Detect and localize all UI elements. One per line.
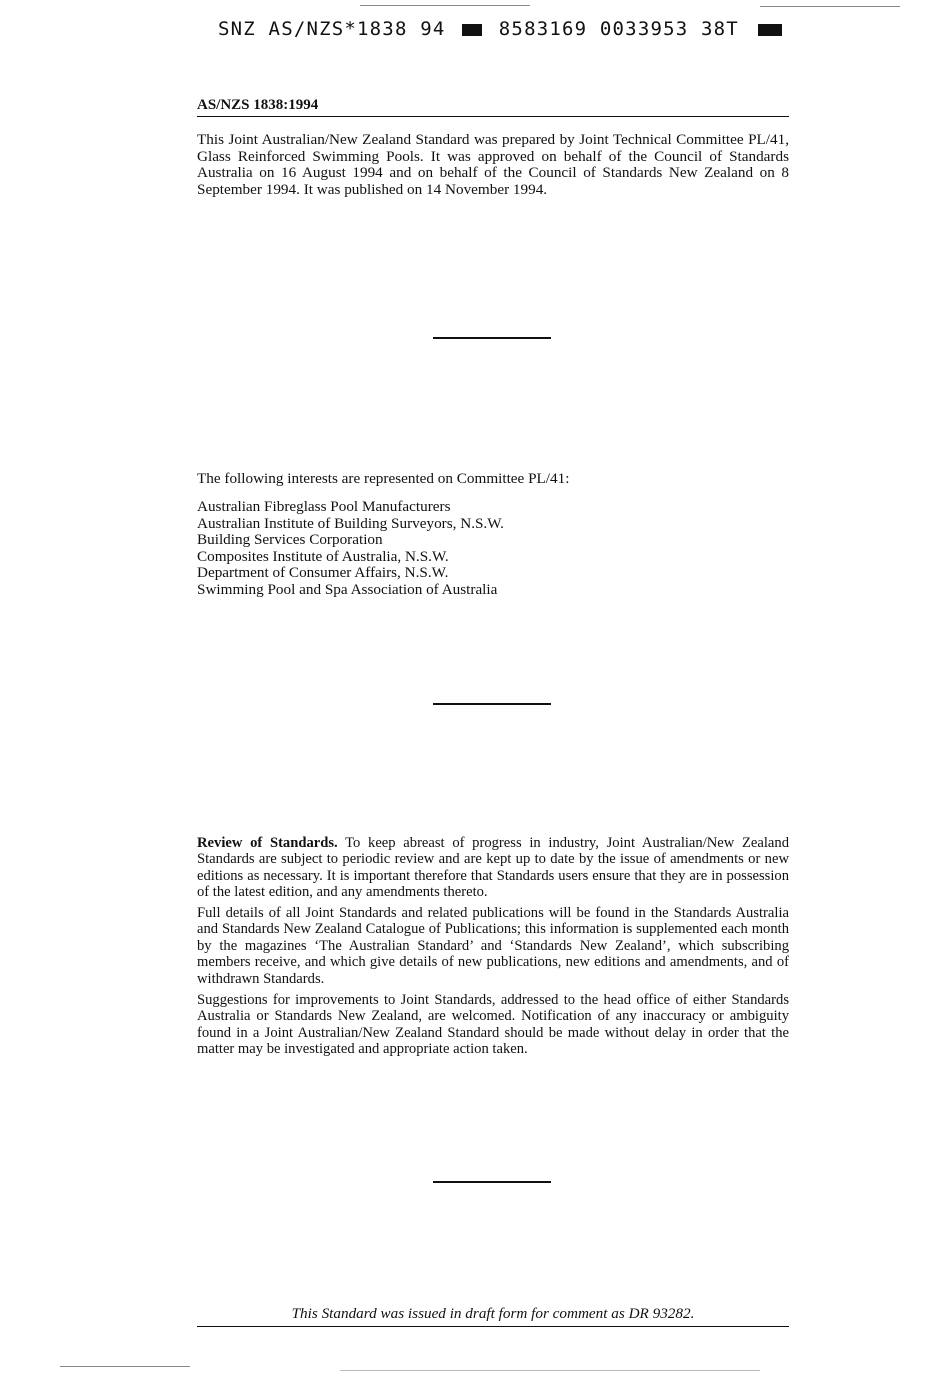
list-item: Building Services Corporation (197, 531, 383, 549)
intro-paragraph: This Joint Australian/New Zealand Standard was prepared by Joint Technical Committee PL/41, Glass Reinforced Swimming Pools. It was approved on behalf of the Council of Standards Australia on 16 August 1994 and on behalf of the Council of Standards New Zealand on 8 September 1994. It was published on 14 November 1994. (197, 131, 789, 198)
footer-rule (197, 1326, 789, 1327)
review-text-1: To keep abreast of progress in industry, Joint Australian/New Zealand Standards are subject to periodic review and are kept up to date by the issue of amendments or new editions as necessary. It is important therefore that Standards users ensure that they are in possession of the latest edition, and any amendments thereto. (197, 835, 790, 901)
review-paragraph-2: Full details of all Joint Standards and related publications will be found in the Standards Australia and Standards New Zealand Catalogue of Publications; this information is supplemented each month by the magazines ‘The Australian Standard’ and ‘Standards New Zealand’, which subscribing members receive, and which give details of new publications, new editions and amendments, and of withdrawn Standards. (197, 905, 789, 987)
section-divider (433, 337, 551, 339)
list-item: Australian Institute of Building Surveyors, N.S.W. (197, 514, 504, 532)
list-item: Composites Institute of Australia, N.S.W. (197, 547, 449, 565)
scan-artifact-line (760, 6, 900, 7)
scan-artifact-line (360, 5, 530, 6)
committee-member-list (197, 499, 504, 599)
list-item: Australian Fibreglass Pool Manufacturers (197, 498, 451, 515)
document-code-line (218, 18, 758, 40)
redaction-block (462, 24, 482, 36)
committee-intro: The following interests are represented on Committee PL/41: (197, 470, 570, 487)
code-line-left: SNZ AS/NZS*1838 94 (218, 18, 446, 40)
review-paragraph-3: Suggestions for improvements to Joint Standards, addressed to the head office of either Standards Australia or Standards New Zealand, are welcomed. Notification of any inaccuracy or ambiguity found in a Joint Australian/New Zealand Standard should be made without delay in order that the matter may be investigated and appropriate action taken. (197, 992, 789, 1058)
code-line-mid: 8583169 0033953 38T (498, 18, 739, 40)
list-item: Swimming Pool and Spa Association of Australia (197, 580, 498, 598)
scan-artifact-line (340, 1370, 760, 1371)
document-id: AS/NZS 1838:1994 (197, 97, 319, 113)
review-paragraph-1 (197, 835, 789, 901)
list-item: Department of Consumer Affairs, N.S.W. (197, 564, 449, 582)
scan-artifact-line (60, 1366, 190, 1367)
review-heading: Review of Standards. (197, 835, 338, 851)
header-rule (197, 116, 789, 117)
redaction-block (758, 24, 782, 36)
section-divider (433, 703, 551, 705)
draft-note: This Standard was issued in draft form for comment as DR 93282. (291, 1305, 695, 1322)
section-divider (433, 1181, 551, 1183)
